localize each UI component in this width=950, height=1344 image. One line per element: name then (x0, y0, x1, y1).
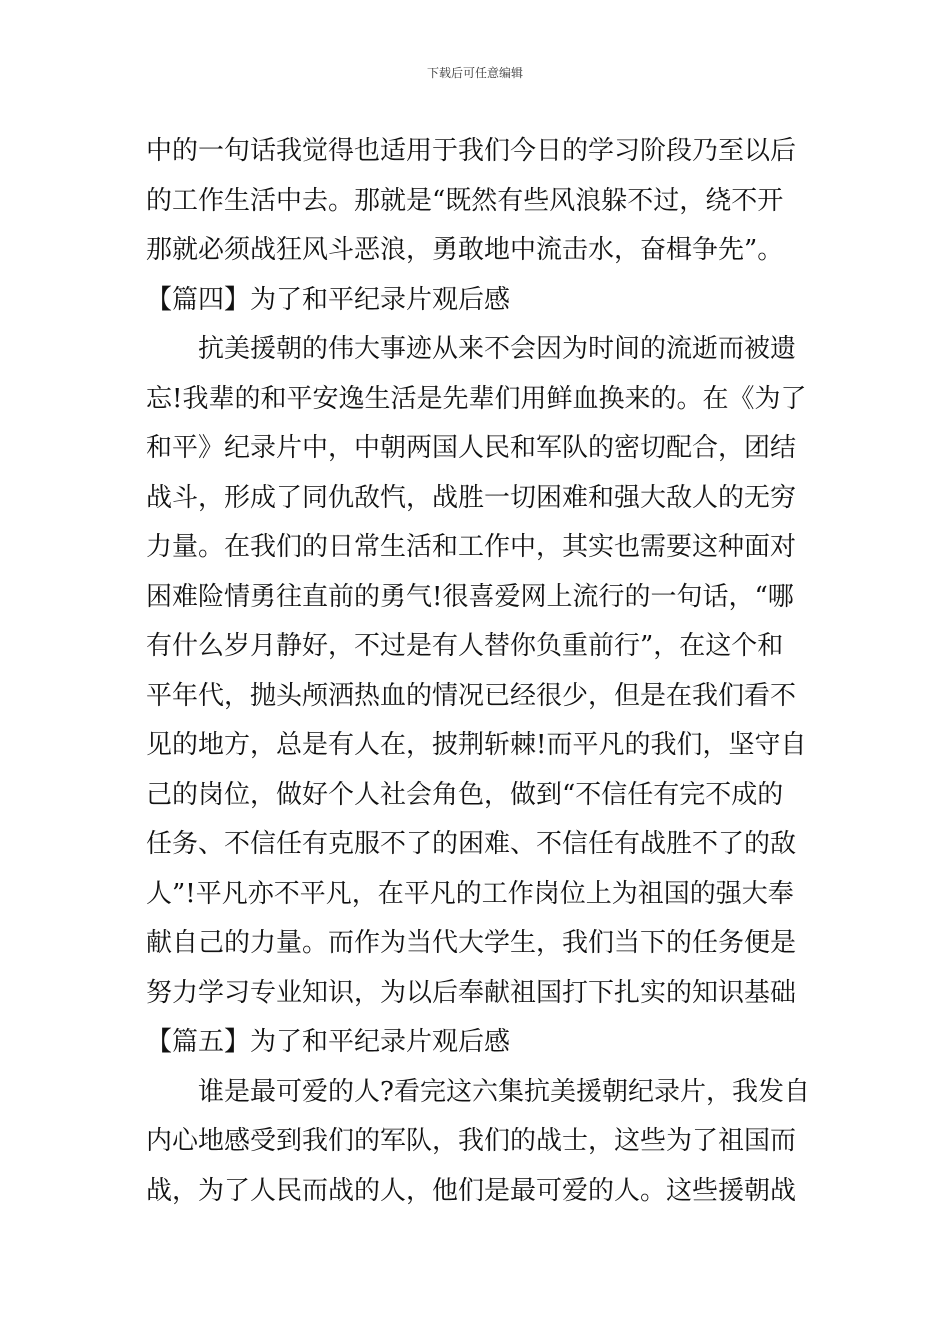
text-line: 努力学习专业知识，为以后奉献祖国打下扎实的知识基础 (146, 977, 797, 1008)
text-line: 战，为了人民而战的人，他们是最可爱的人。这些援朝战 (146, 1175, 797, 1206)
text-line: 中的一句话我觉得也适用于我们今日的学习阶段乃至以后 (146, 136, 797, 166)
text-line: 那就必须战狂风斗恶浪，勇敢地中流击水，奋楫争先”。 (146, 235, 784, 265)
text-line: 人”!平凡亦不平凡，在平凡的工作岗位上为祖国的强大奉 (146, 878, 794, 909)
text-line: 战斗，形成了同仇敌忾，战胜一切困难和强大敌人的无穷 (146, 482, 797, 513)
text-line: 困难险情勇往直前的勇气!很喜爱网上流行的一句话，“哪 (146, 581, 794, 612)
page-header: 下载后可任意编辑 (426, 66, 523, 80)
text-line: 内心地感受到我们的军队，我们的战士，这些为了祖国而 (146, 1126, 797, 1156)
section-heading: 【篇五】为了和平纪录片观后感 (146, 1027, 511, 1057)
document-body (146, 127, 810, 1216)
text-line: 见的地方，总是有人在，披荆斩棘!而平凡的我们，坚守自 (146, 730, 807, 760)
paragraph-first-line: 谁是最可爱的人?看完这六集抗美援朝纪录片，我发自 (198, 1076, 810, 1107)
paragraph-first-line: 抗美援朝的伟大事迹从来不会因为时间的流逝而被遗 (198, 334, 797, 364)
text-line: 献自己的力量。而作为当代大学生，我们当下的任务便是 (146, 928, 797, 958)
text-line: 力量。在我们的日常生活和工作中，其实也需要这种面对 (146, 532, 797, 562)
text-line: 有什么岁月静好，不过是有人替你负重前行”，在这个和 (146, 631, 784, 661)
section-heading: 【篇四】为了和平纪录片观后感 (146, 284, 511, 315)
text-line: 的工作生活中去。那就是“既然有些风浪躲不过，绕不开 (146, 185, 784, 216)
text-line: 忘!我辈的和平安逸生活是先辈们用鲜血换来的。在《为了 (146, 383, 807, 414)
text-line: 平年代，抛头颅洒热血的情况已经很少，但是在我们看不 (146, 680, 797, 711)
text-line: 任务、不信任有克服不了的困难、不信任有战胜不了的敌 (146, 829, 797, 859)
text-line: 己的岗位，做好个人社会角色，做到“不信任有完不成的 (146, 779, 784, 810)
text-line: 和平》纪录片中，中朝两国人民和军队的密切配合，团结 (146, 433, 797, 463)
